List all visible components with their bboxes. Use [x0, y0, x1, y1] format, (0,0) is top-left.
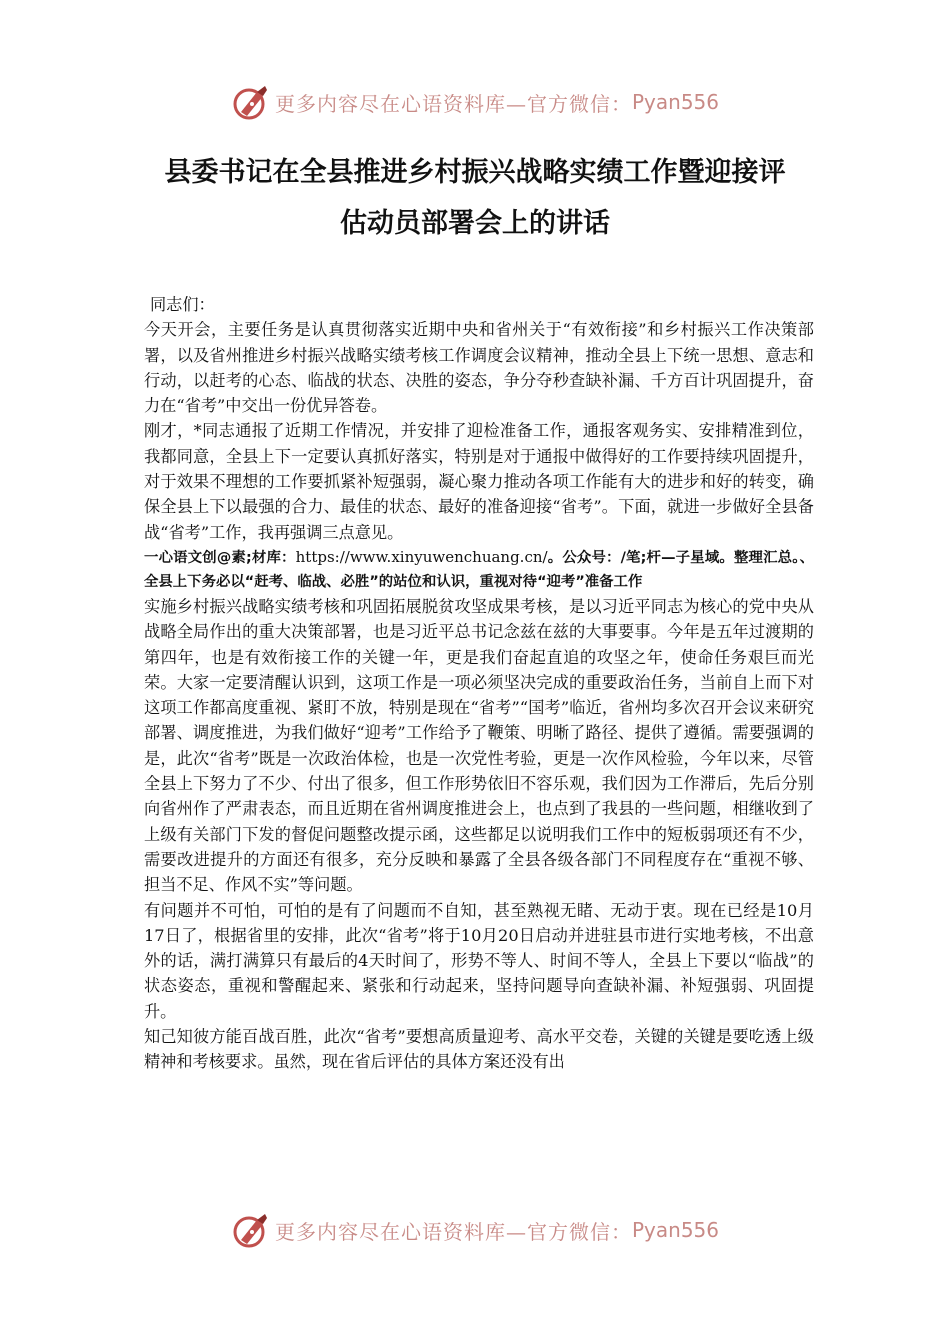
banner-text: 更多内容尽在心语资料库—官方微信： — [274, 91, 632, 116]
section-heading-text: 。公众号：/笔;杆—子星域。整理汇总。、全县上下务必以“赶考、临战、必胜”的站位和认识，重视对待“迎考”准备工作 — [144, 549, 815, 590]
header-watermark-banner — [0, 78, 950, 126]
banner-wechat-id: Pyan556 — [631, 1218, 719, 1242]
paragraph-2: 刚才，*同志通报了近期工作情况，并安排了迎检准备工作，通报客观务实、安排精准到位，我都同意，全县上下一定要认真抓好落实，特别是对于通报中做得好的工作要持续巩固提升，对于效果不理想的工作要抓紧补短强弱，凝心聚力推动各项工作能有大的进步和好的转变，确保全县上下以最强的合力、最佳的状态、最好的准备迎接“省考”。下面，就进一步做好全县备战“省考”工作，我再强调三点意见。 — [144, 421, 814, 542]
footer-watermark-banner — [0, 1206, 950, 1254]
paragraph-1: 今天开会，主要任务是认真贯彻落实近期中央和省州关于“有效衔接”和乡村振兴工作决策部署，以及省州推进乡村振兴战略实绩考核工作调度会议精神，推动全县上下统一思想、意志和行动，以赶考的心态、临战的状态、决胜的姿态，争分夺秒查缺补漏、千方百计巩固提升，奋力在“省考”中交出一份优异答卷。 — [144, 320, 814, 416]
salutation: 同志们： — [150, 295, 215, 314]
paragraph-4: 有问题并不可怕，可怕的是有了问题而不自知，甚至熟视无睹、无动于衷。现在已经是10月17日了，根据省里的安排，此次“省考”将于10月20日启动并进驻县市进行实地考核，不出意外的话，满打满算只有最后的4天时间了，形势不等人、时间不等人，全县上下要以“临战”的状态姿态，重视和警醒起来、紧张和行动起来，坚持问题导向查缺补漏、补短强弱、巩固提升。 — [144, 900, 814, 1021]
section-heading-prefix: 一心语文创@素;材库： — [144, 549, 296, 566]
paragraph-3: 实施乡村振兴战略实绩考核和巩固拓展脱贫攻坚成果考核，是以习近平同志为核心的党中央从战略全局作出的重大决策部署，也是习近平总书记念兹在兹的大事要事。今年是五年过渡期的第四年，也是有效衔接工作的关键一年，更是我们奋起直追的攻坚之年，使命任务艰巨而光荣。大家一定要清醒认识到，这项工作是一项必须坚决完成的重要政治任务，当前自上而下对这项工作都高度重视、紧盯不放，特别是现在“省考”“国考”临近，省州均多次召开会议来研究部署、调度推进，为我们做好“迎考”工作给予了鞭策、明晰了路径、提供了遵循。需要强调的是，此次“省考”既是一次政治体检，也是一次党性考验，更是一次作风检验，今年以来，尽管全县上下努力了不少、付出了很多，但工作形势依旧不容乐观，我们因为工作滞后，先后分别向省州作了严肃表态，而且近期在省州调度推进会上，也点到了我县的一些问题，相继收到了上级有关部门下发的督促问题整改提示函，这些都足以说明我们工作中的短板弱项还有不少，需要改进提升的方面还有很多，充分反映和暴露了全县各级各部门不同程度存在“重视不够、担当不足、作风不实”等问题。 — [144, 596, 814, 895]
banner-text: 更多内容尽在心语资料库—官方微信： — [274, 1219, 632, 1244]
document-title-line-1: 县委书记在全县推进乡村振兴战略实绩工作暨迎接评 — [164, 157, 786, 188]
paragraph-5: 知己知彼方能百战百胜，此次“省考”要想高质量迎考、高水平交卷，关键的关键是要吃透上级精神和考核要求。虽然，现在省后评估的具体方案还没有出 — [144, 1027, 814, 1072]
banner-wechat-id: Pyan556 — [631, 90, 719, 114]
source-url-link[interactable]: https://www.xinyuwenchuang.cn/ — [295, 547, 548, 566]
document-body — [144, 292, 814, 1075]
pen-nib-logo-icon — [231, 82, 271, 122]
pen-nib-logo-icon — [231, 1210, 271, 1250]
section-heading-1 — [144, 545, 814, 594]
document-title-line-2: 估动员部署会上的讲话 — [340, 208, 610, 239]
